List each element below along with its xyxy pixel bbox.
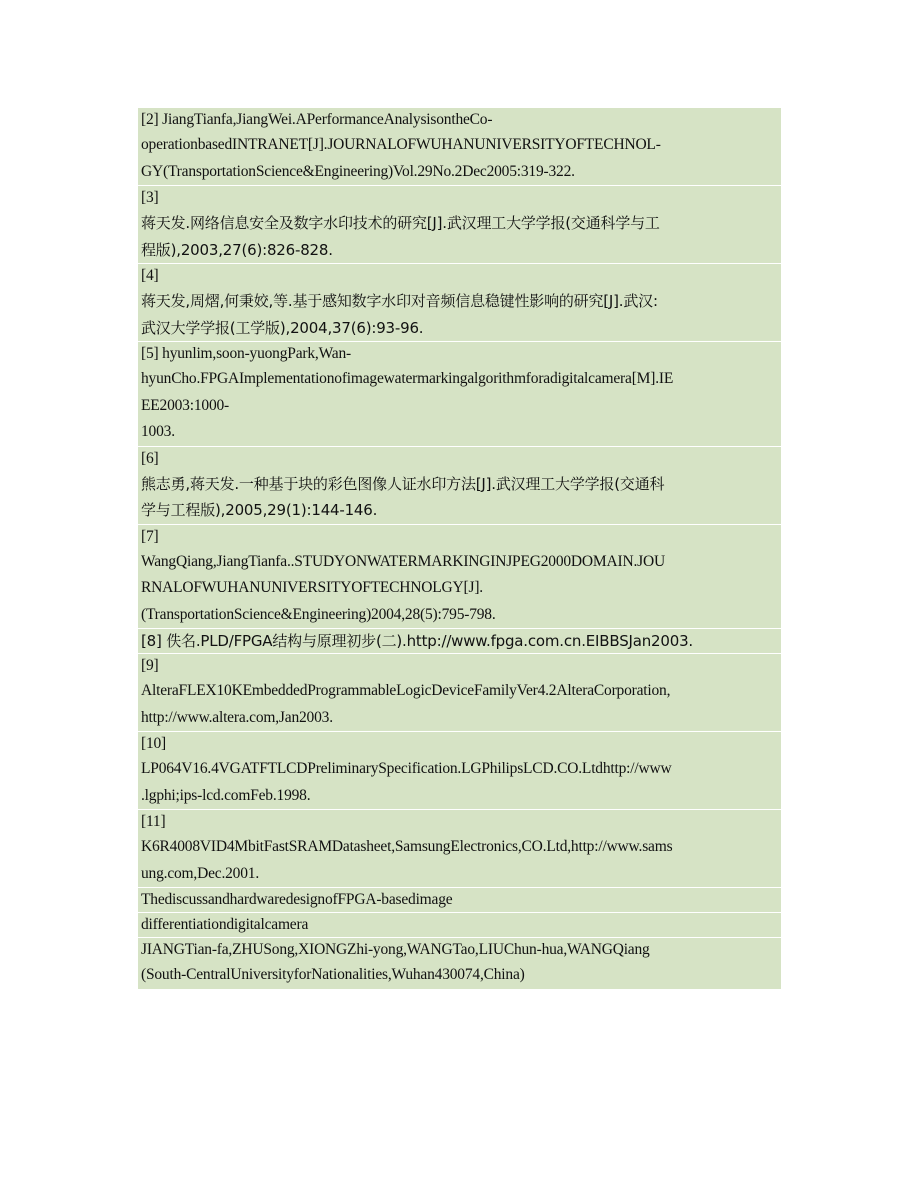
reference-item <box>138 263 781 341</box>
author-affiliation <box>138 937 781 989</box>
reference-line: 1003. <box>141 423 175 440</box>
reference-item <box>138 185 781 263</box>
reference-line: [11] <box>141 813 166 830</box>
reference-line: 武汉大学学报(工学版),2004,37(6):93-96. <box>141 318 424 337</box>
reference-line: [3] <box>141 189 159 206</box>
reference-item <box>138 809 781 887</box>
reference-item <box>138 446 781 524</box>
reference-item <box>138 731 781 809</box>
reference-line: [2] JiangTianfa,JiangWei.APerformanceAnalysisontheCo- <box>141 111 493 128</box>
reference-line: ThediscussandhardwaredesignofFPGA-basedimage <box>141 891 453 908</box>
reference-line: [7] <box>141 527 159 545</box>
reference-line: 熊志勇,蒋天发.一种基于块的彩色图像人证水印方法[J].武汉理工大学学报(交通科 <box>141 474 665 493</box>
reference-line: [10] <box>141 735 167 752</box>
reference-line: (TransportationScience&Engineering)2004,28(5):795-798. <box>141 605 496 623</box>
reference-line: [8] 佚名.PLD/FPGA结构与原理初步(二).http://www.fpga.com.cn.EIBBSJan2003. <box>141 632 693 650</box>
english-title-line <box>138 887 781 912</box>
reference-line: (South-CentralUniversityforNationalities,Wuhan430074,China) <box>141 966 525 983</box>
reference-line: [4] <box>141 267 159 284</box>
reference-line: WangQiang,JiangTianfa..STUDYONWATERMARKINGINJPEG2000DOMAIN.JOU <box>141 552 665 570</box>
reference-line: EE2003:1000- <box>141 396 230 414</box>
reference-item <box>138 653 781 731</box>
reference-item <box>138 341 781 446</box>
reference-line: LP064V16.4VGATFTLCDPreliminarySpecification.LGPhilipsLCD.CO.Ltdhttp://www <box>141 760 672 777</box>
reference-line: operationbasedINTRANET[J].JOURNALOFWUHANUNIVERSITYOFTECHNOL- <box>141 136 661 153</box>
reference-list <box>138 108 781 989</box>
reference-line: ung.com,Dec.2001. <box>141 864 259 882</box>
reference-line: JIANGTian-fa,ZHUSong,XIONGZhi-yong,WANGTao,LIUChun-hua,WANGQiang <box>141 941 650 958</box>
reference-line: [5] hyunlim,soon-yuongPark,Wan- <box>141 345 351 362</box>
reference-line: K6R4008VID4MbitFastSRAMDatasheet,SamsungElectronics,CO.Ltd,http://www.sams <box>141 838 673 855</box>
reference-line: 学与工程版),2005,29(1):144-146. <box>141 501 378 519</box>
reference-line: differentiationdigitalcamera <box>141 916 309 933</box>
reference-line: hyunCho.FPGAImplementationofimagewatermarkingalgorithmforadigitalcamera[M].IE <box>141 370 674 387</box>
english-title-line <box>138 912 781 937</box>
reference-item <box>138 628 781 653</box>
reference-line: [9] <box>141 657 159 674</box>
reference-line: GY(TransportationScience&Engineering)Vol.29No.2Dec2005:319-322. <box>141 162 575 180</box>
reference-line: AlteraFLEX10KEmbeddedProgrammableLogicDeviceFamilyVer4.2AlteraCorporation, <box>141 682 671 699</box>
reference-line: http://www.altera.com,Jan2003. <box>141 708 333 726</box>
reference-item <box>138 108 781 185</box>
reference-item <box>138 524 781 629</box>
reference-line: [6] <box>141 449 159 467</box>
reference-line: RNALOFWUHANUNIVERSITYOFTECHNOLGY[J]. <box>141 579 483 596</box>
reference-line: .lgphi;ips-lcd.comFeb.1998. <box>141 786 311 804</box>
reference-line: 程版),2003,27(6):826-828. <box>141 240 333 259</box>
reference-line: 蒋天发,周熠,何秉姣,等.基于感知数字水印对音频信息稳键性影响的研究[J].武汉: <box>141 292 658 310</box>
reference-line: 蒋天发.网络信息安全及数字水印技术的研究[J].武汉理工大学学报(交通科学与工 <box>141 214 660 232</box>
